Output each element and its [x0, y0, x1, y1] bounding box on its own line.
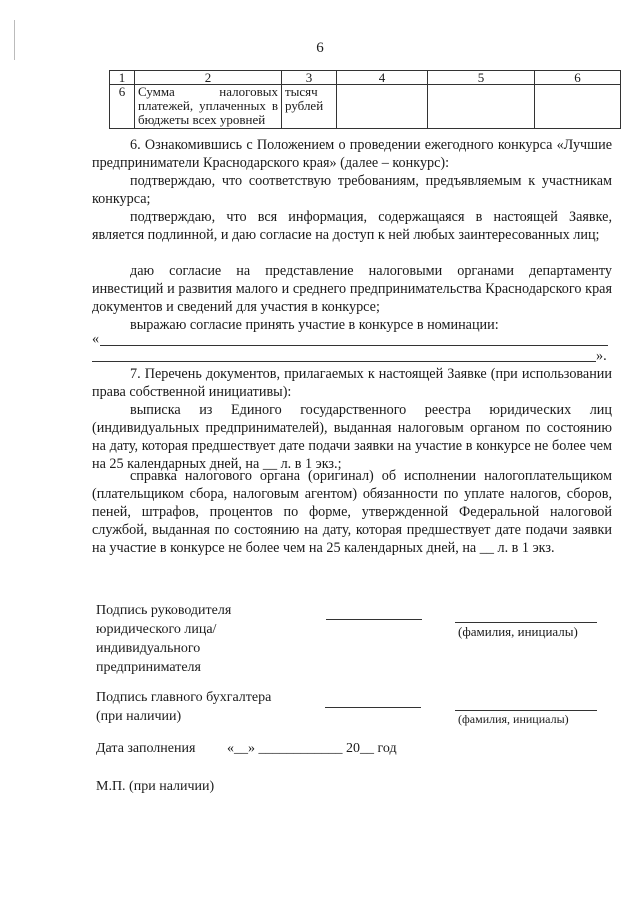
head-signature-label: Подпись руководителя юридического лица/ индивидуального предпринимателя [96, 603, 232, 675]
table-header-cell: 4 [337, 71, 428, 85]
table-header-cell: 1 [110, 71, 135, 85]
head-name-line [455, 622, 597, 623]
page-number: 6 [316, 40, 324, 56]
section7-item-egrul: выписка из Единого государственного реестра юридических лиц (индивидуальных предпринимателей), выданная налоговым органом по состоянию на дату, которая предшествует дате подачи заявки на участие в конкурсе не более чем на 25 календарных дней, на __ л. в 1 экз.; [92, 402, 612, 472]
section6-intro: 6. Ознакомившись с Положением о проведении ежегодного конкурса «Лучшие предприниматели Краснодарского края» (далее – конкурс): [92, 137, 612, 171]
row-unit: тысяч рублей [282, 85, 337, 129]
row-value-5 [428, 85, 535, 129]
section7-intro: 7. Перечень документов, прилагаемых к настоящей Заявке (при использовании права собственной инициативы): [92, 366, 612, 400]
table-row [110, 85, 621, 129]
table-header-cell: 2 [135, 71, 282, 85]
row-number: 6 [110, 85, 135, 129]
row-indicator-name: Сумма налоговых платежей, уплаченных в бюджеты всех уровней [135, 85, 282, 129]
accountant-signature-line [325, 707, 421, 708]
date-field: «__» ____________ 20__ год [227, 741, 397, 756]
date-label: Дата заполнения [96, 741, 196, 756]
nomination-line-2 [92, 361, 596, 362]
section6-item-tax-consent: даю согласие на представление налоговыми органами департаменту инвестиций и развития малого и среднего предпринимательства Краснодарского края документов и сведений для участия в конкурсе; [92, 263, 612, 315]
accountant-name-caption: (фамилия, инициалы) [458, 712, 569, 726]
stamp-label: М.П. (при наличии) [96, 779, 215, 794]
open-quote: « [92, 331, 100, 347]
nomination-line-1 [100, 345, 608, 346]
close-quote: ». [596, 348, 607, 364]
section7-item-tax-certificate: справка налогового органа (оригинал) об исполнении налогоплательщиком (плательщиком сбора, налоговым агентом) обязанности по уплате налогов, сборов, пеней, штрафов, процентов по форме, утвержденной Федеральной налоговой службой, выданная по состоянию на дату, которая предшествует дате подачи заявки на участие в конкурсе не более чем на 25 календарных дней, на __ л. в 1 экз. [92, 468, 612, 556]
section6-item-authenticity: подтверждаю, что вся информация, содержащаяся в настоящей Заявке, является подлинной, и даю согласие на доступ к ней любых заинтересованных лиц; [92, 209, 612, 243]
table-header-cell: 6 [535, 71, 621, 85]
row-value-6 [535, 85, 621, 129]
table-header-cell: 5 [428, 71, 535, 85]
table-header-cell: 3 [282, 71, 337, 85]
table-header-row [110, 71, 621, 85]
row-value-4 [337, 85, 428, 129]
accountant-name-line [455, 710, 597, 711]
accountant-signature-label: Подпись главного бухгалтера (при наличии) [96, 690, 272, 724]
indicators-table [109, 70, 621, 129]
section6-item-requirements: подтверждаю, что соответствую требованиям, предъявляемым к участникам конкурса; [92, 173, 612, 207]
head-signature-line [326, 619, 422, 620]
head-name-caption: (фамилия, инициалы) [458, 624, 578, 639]
section6-item-nomination: выражаю согласие принять участие в конкурсе в номинации: [130, 317, 499, 333]
